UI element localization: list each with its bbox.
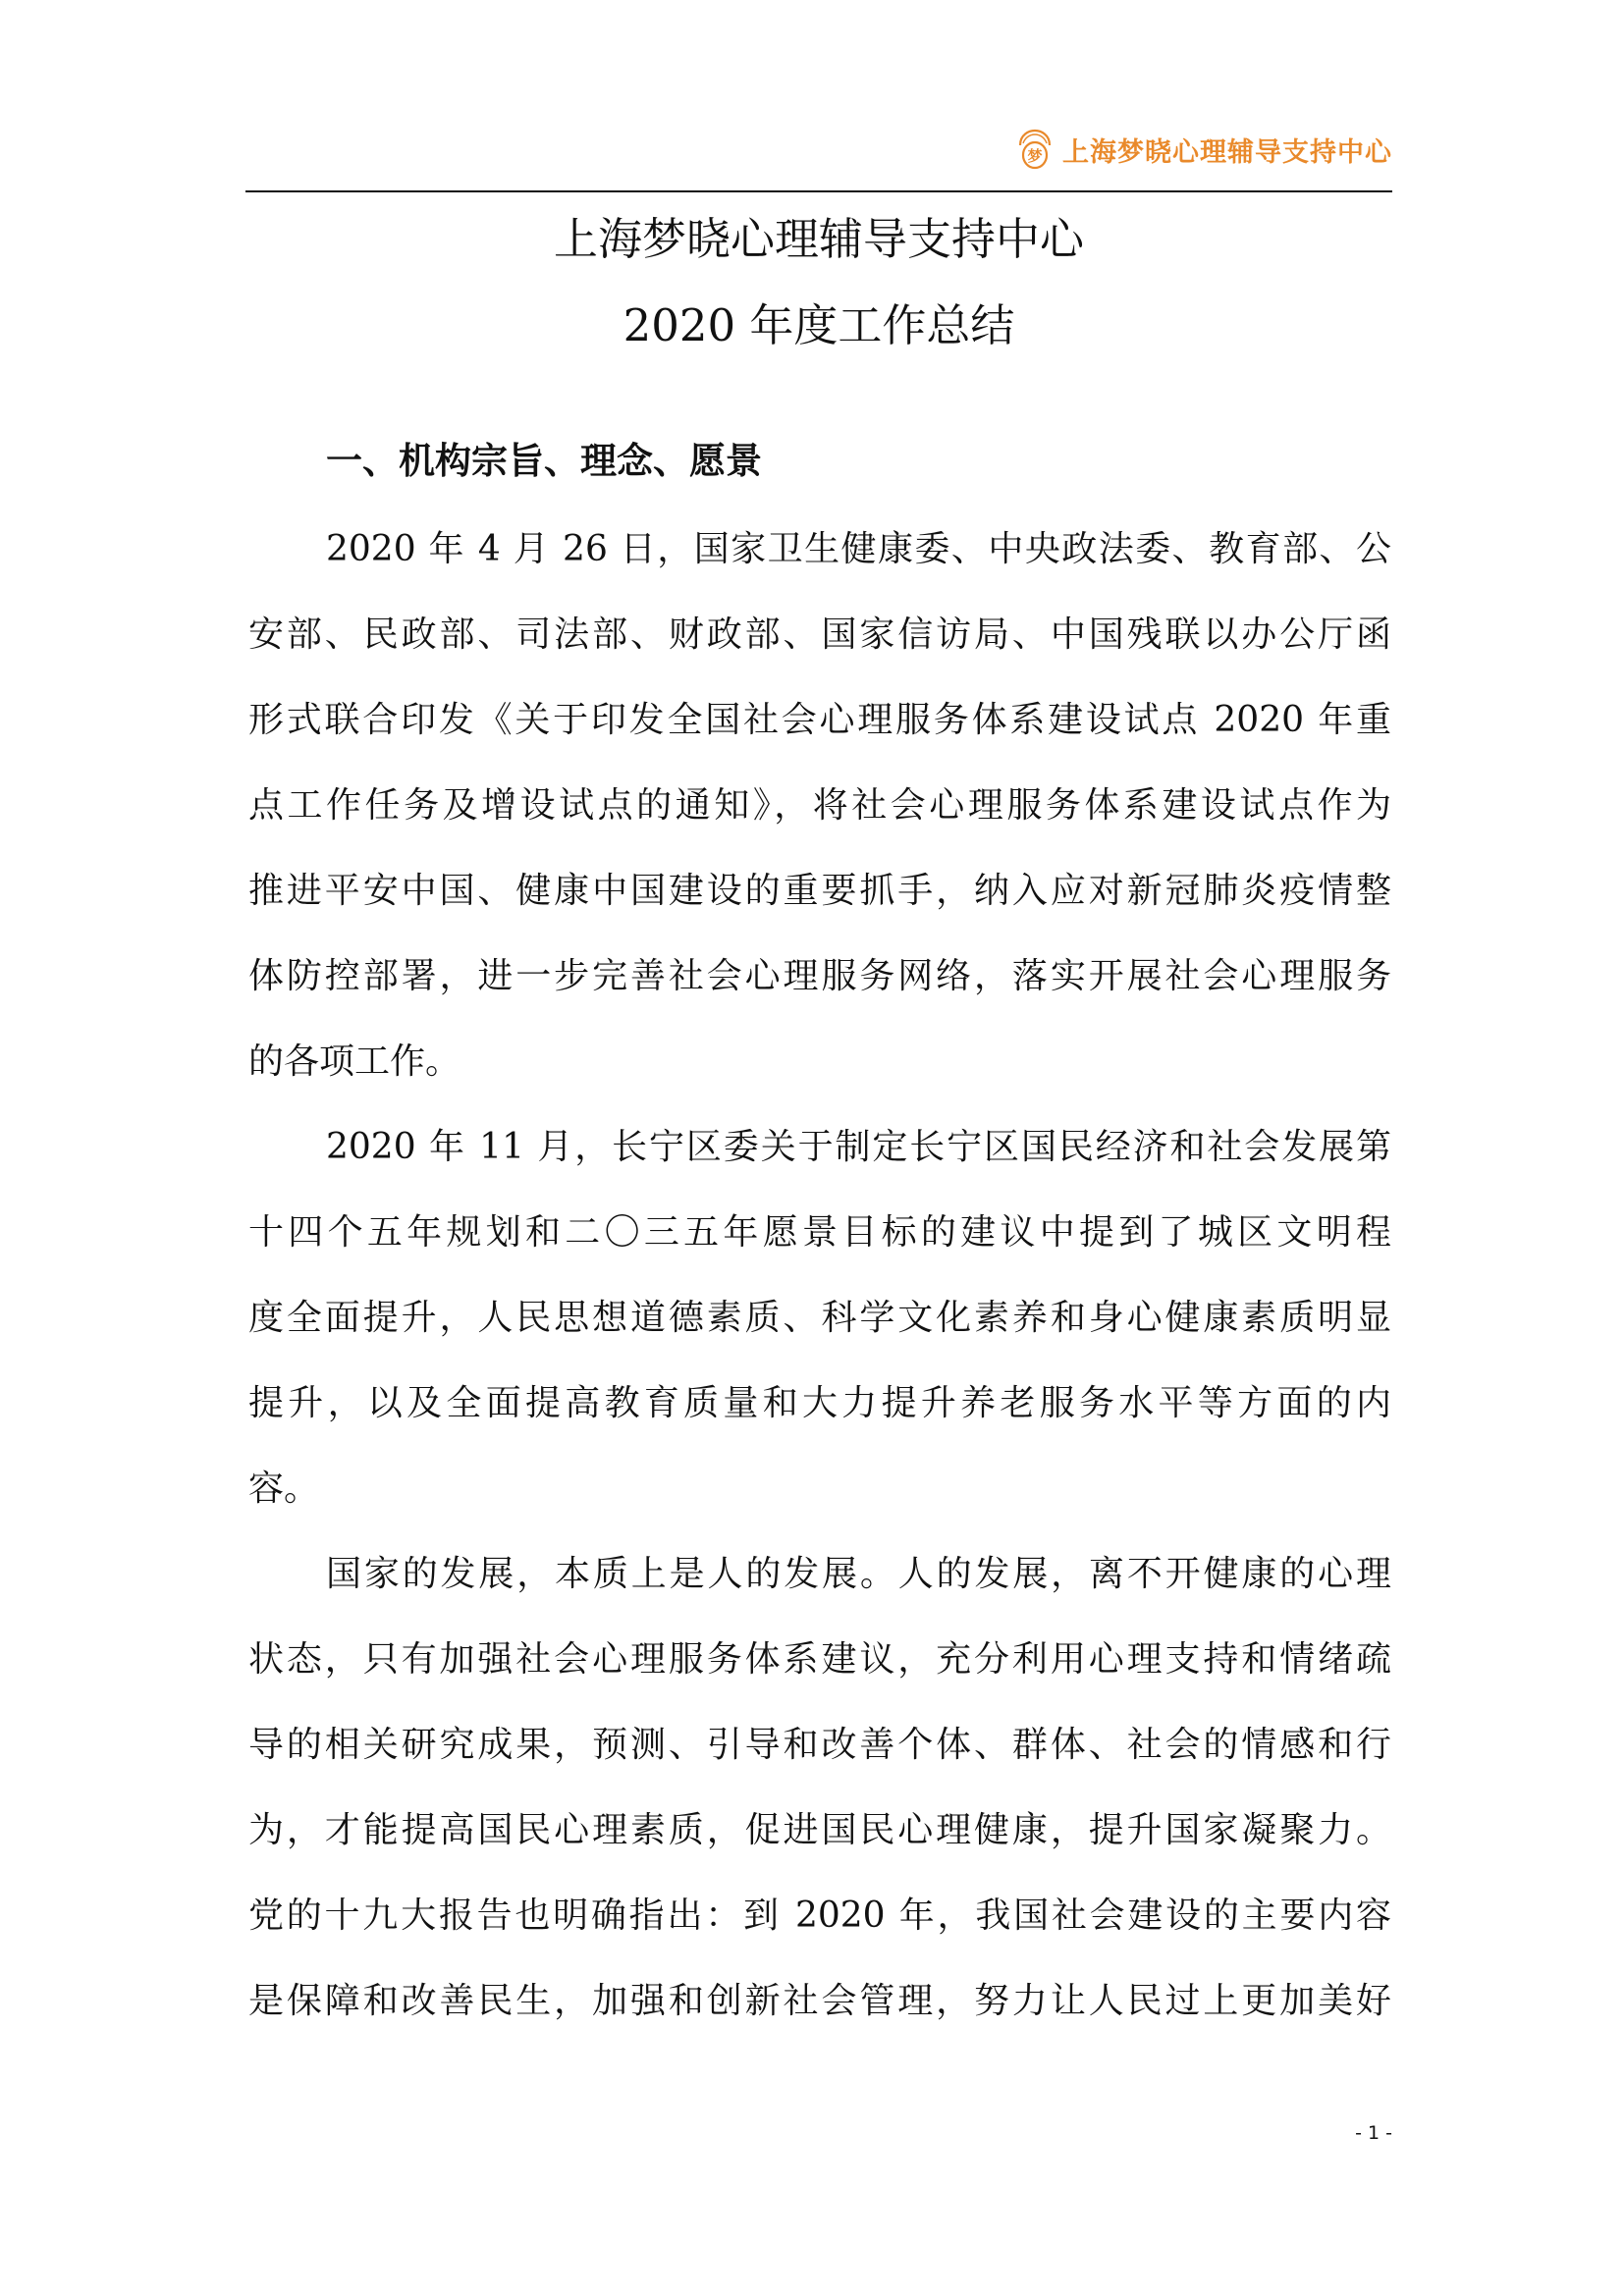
text-line: 状态，只有加强社会心理服务体系建议，充分利用心理支持和情绪疏 xyxy=(248,1639,1391,1680)
text-line: 党的十九大报告也明确指出：到 2020 年，我国社会建设的主要内容 xyxy=(248,1896,1391,1936)
header-divider xyxy=(245,190,1392,192)
logo-glyph: 梦 xyxy=(1027,147,1043,165)
document-title: 上海梦晓心理辅导支持中心 xyxy=(553,213,1084,265)
text-line: 是保障和改善民生，加强和创新社会管理，努力让人民过上更加美好 xyxy=(248,1981,1391,2021)
organization-name: 上海梦晓心理辅导支持中心 xyxy=(1062,136,1392,168)
text-line: 度全面提升，人民思想道德素质、科学文化素养和身心健康素质明显 xyxy=(248,1298,1391,1338)
text-line: 容。 xyxy=(248,1468,320,1509)
text-line: 形式联合印发《关于印发全国社会心理服务体系建设试点 2020 年重 xyxy=(248,700,1391,740)
text-line: 提升，以及全面提高教育质量和大力提升养老服务水平等方面的内 xyxy=(248,1383,1391,1423)
text-line: 导的相关研究成果，预测、引导和改善个体、群体、社会的情感和行 xyxy=(248,1725,1391,1765)
page-header xyxy=(245,108,1392,190)
text-line: 安部、民政部、司法部、财政部、国家信访局、中国残联以办公厅函 xyxy=(248,614,1391,655)
text-line: 2020 年 11 月，长宁区委关于制定长宁区国民经济和社会发展第 xyxy=(326,1127,1391,1167)
text-line: 的各项工作。 xyxy=(248,1041,461,1082)
text-line: 国家的发展，本质上是人的发展。人的发展，离不开健康的心理 xyxy=(326,1554,1391,1594)
text-line: 体防控部署，进一步完善社会心理服务网络，落实开展社会心理服务 xyxy=(248,956,1391,996)
text-line: 点工作任务及增设试点的通知》，将社会心理服务体系建设试点作为 xyxy=(248,785,1391,826)
organization-logo xyxy=(1013,108,1392,190)
text-line: 2020 年 4 月 26 日，国家卫生健康委、中央政法委、教育部、公 xyxy=(326,529,1391,569)
mengxiao-logo-icon xyxy=(1013,128,1056,171)
document-subtitle: 2020 年度工作总结 xyxy=(623,299,1015,351)
text-line: 十四个五年规划和二〇三五年愿景目标的建议中提到了城区文明程 xyxy=(248,1212,1391,1253)
section-heading: 一、机构宗旨、理念、愿景 xyxy=(326,440,762,482)
page-number: - 1 - xyxy=(1355,2122,1392,2144)
text-line: 推进平安中国、健康中国建设的重要抓手，纳入应对新冠肺炎疫情整 xyxy=(248,871,1391,911)
text-line: 为，才能提高国民心理素质，促进国民心理健康，提升国家凝聚力。 xyxy=(248,1810,1391,1850)
